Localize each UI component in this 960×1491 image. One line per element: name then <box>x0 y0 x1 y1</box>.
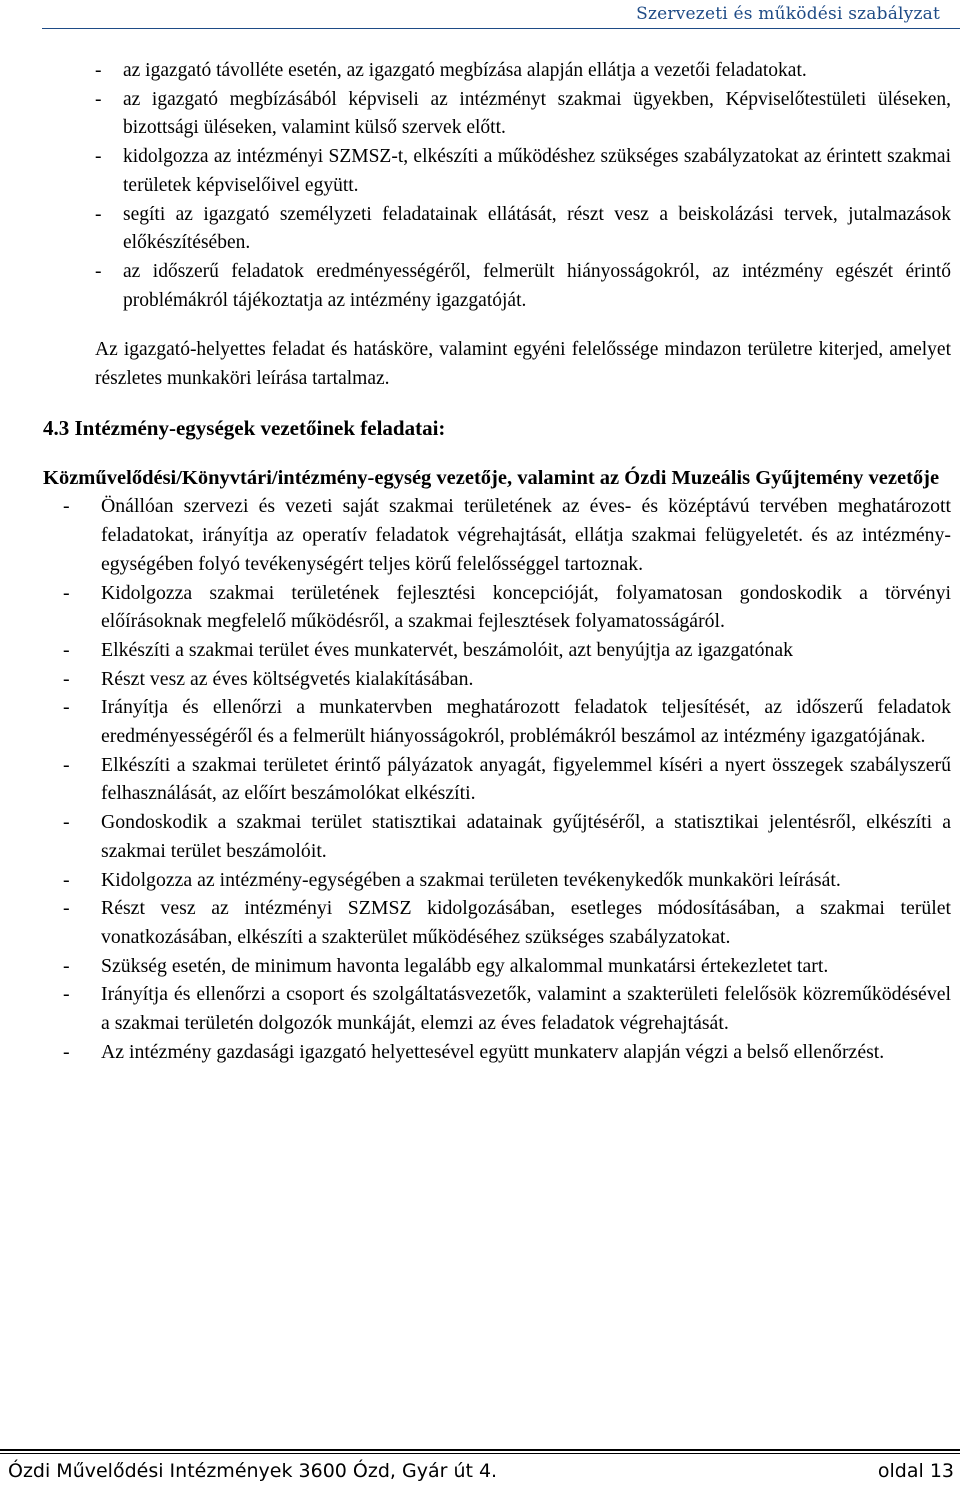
list-item: - kidolgozza az intézményi SZMSZ-t, elkészíti a működéshez szükséges szabályzatokat az érintett szakmai területek képviselőivel együtt. <box>95 146 951 196</box>
list-item: - az igazgató távolléte esetén, az igazgató megbízása alapján ellátja a vezetői feladatokat. <box>95 60 807 81</box>
header-divider <box>42 28 960 29</box>
footer-divider-thin <box>0 1453 960 1454</box>
list-item: - Irányítja és ellenőrzi a munkatervben meghatározott feladatok teljesítését, az időszerű feladatok eredményességéről és a felmerült hiányosságokról, problémákról beszámol az intézmény igazgatójának. <box>63 696 951 748</box>
page-footer <box>8 1460 954 1482</box>
subsection-heading: Közművelődési/Könyvtári/intézmény-egység vezetője, valamint az Ózdi Muzeális Gyűjtemény vezetője <box>43 466 940 489</box>
section-heading: 4.3 Intézmény-egységek vezetőinek feladatai: <box>43 415 446 440</box>
list-item: - Részt vesz az éves költségvetés kialakításában. <box>63 667 474 690</box>
list-item: - Gondoskodik a szakmai terület statisztikai adatainak gyűjtéséről, a statisztikai jelentésről, elkészíti a szakmai terület beszámolóit. <box>63 811 951 862</box>
deputy-responsibility-paragraph: Az igazgató-helyettes feladat és hatásköre, valamint egyéni felelőssége mindazon területre kiterjed, amelyet részletes munkaköri leírása tartalmaz. <box>95 339 951 390</box>
list-item: - az időszerű feladatok eredményességéről, felmerült hiányosságokról, az intézmény egészét érintő problémákról tájékoztatja az intézmény igazgatóját. <box>95 260 951 311</box>
document-body <box>0 57 960 1067</box>
footer-address: Ózdi Művelődési Intézmények 3600 Ózd, Gyár út 4. <box>8 1460 498 1482</box>
list-item: - segíti az igazgató személyzeti feladatainak ellátását, részt vesz a beiskolázási tervek, jutalmazások előkészítésében. <box>95 203 951 254</box>
list-item: - Elkészíti a szakmai területet érintő pályázatok anyagát, figyelemmel kíséri a nyert összegek szabályszerű felhasználását, az előírt beszámolókat elkészíti. <box>63 753 951 805</box>
list-item: - Kidolgozza az intézmény-egységében a szakmai területen tevékenykedők munkaköri leírását. <box>63 868 841 891</box>
list-item: - Irányítja és ellenőrzi a csoport és szolgáltatásvezetők, valamint a szakterületi felelősök közreműködésével a szakmai területén dolgozók munkáját, elemzi az éves feladatok végrehajtását. <box>63 983 951 1035</box>
page-header: Szervezeti és működési szabályzat <box>636 4 940 24</box>
unit-leader-duties-list <box>0 492 960 1066</box>
page-number: oldal 13 <box>877 1460 954 1482</box>
list-item: - az igazgató megbízásából képviseli az intézményt szakmai ügyekben, Képviselőtestületi üléseken, bizottsági üléseken, valamint külső szervek előtt. <box>95 88 951 139</box>
footer-divider <box>0 1449 960 1451</box>
list-item: - Részt vesz az intézményi SZMSZ kidolgozásában, esetleges módosításában, a szakmai terület vonatkozásában, elkészíti a szakterület működéséhez szükséges szabályzatokat. <box>63 897 951 948</box>
list-item: - Szükség esetén, de minimum havonta legalább egy alkalommal munkatársi értekezletet tart. <box>63 954 829 977</box>
list-item: - Elkészíti a szakmai terület éves munkatervét, beszámolóit, azt benyújtja az igazgatónak <box>63 638 794 661</box>
list-item: - Önállóan szervezi és vezeti saját szakmai területének az éves- és középtávú tervében meghatározott feladatokat, irányítja az operatív feladatok végrehajtását, ellátja szakmai felügyeletét. és az intézmény-egységében folyó tevékenységért teljes körű felelősséggel tartoznak. <box>63 495 951 575</box>
list-item: - Az intézmény gazdasági igazgató helyettesével együtt munkaterv alapján végzi a belső ellenőrzést. <box>63 1040 885 1063</box>
list-item: - Kidolgozza szakmai területének fejlesztési koncepcióját, folyamatosan gondoskodik a törvényi előírásoknak megfelelő működésről, a szakmai fejlesztések folyamatosságáról. <box>63 581 951 633</box>
deputy-duties-list <box>0 57 960 315</box>
